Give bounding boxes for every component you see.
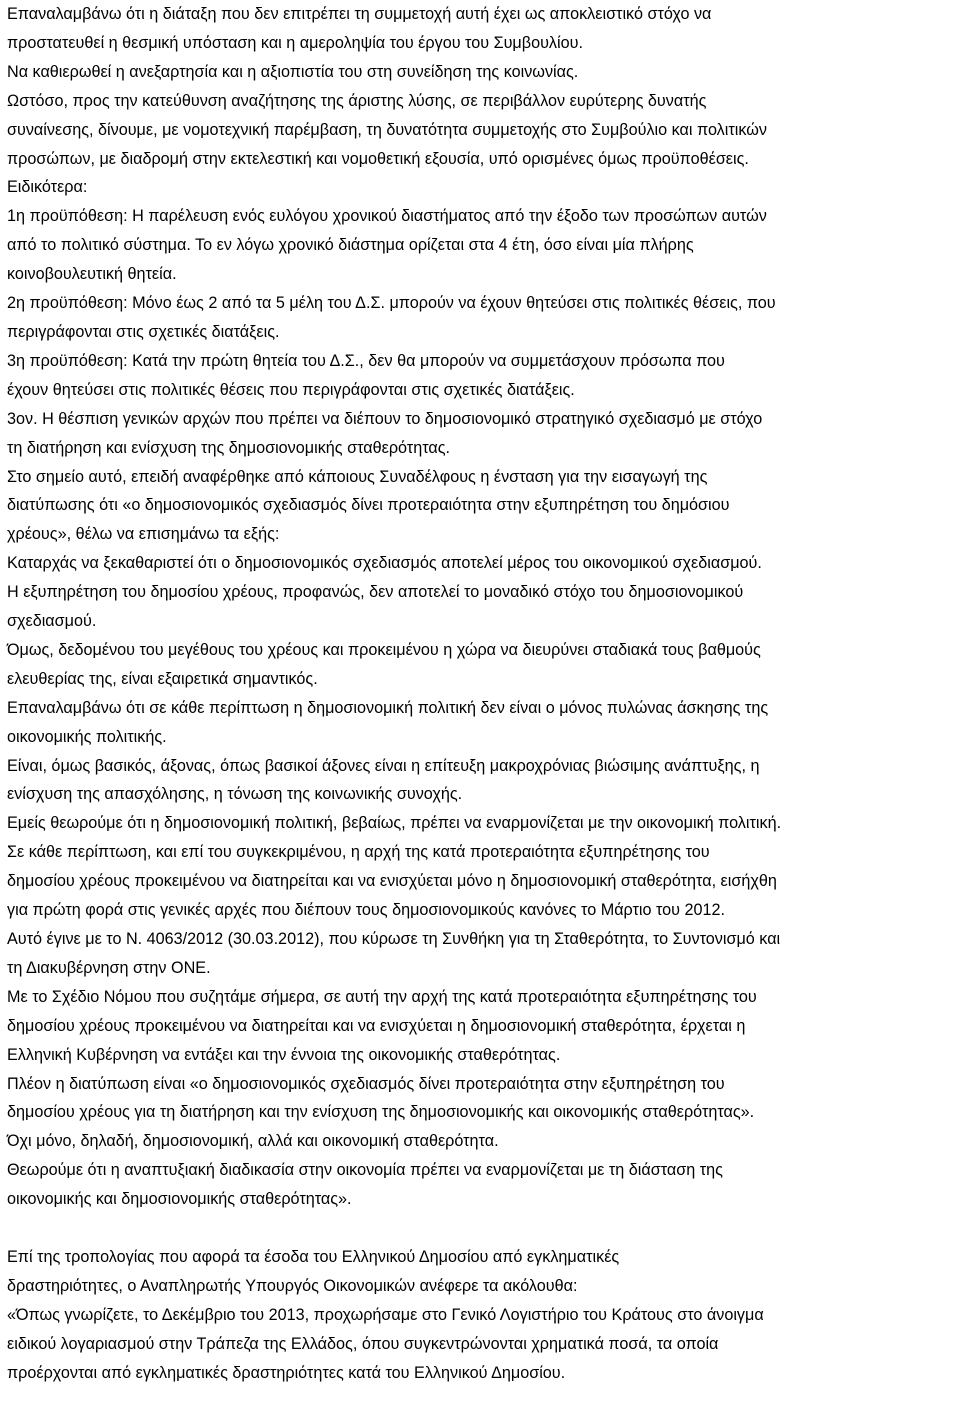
paragraph: Ωστόσο, προς την κατεύθυνση αναζήτησης της άριστης λύσης, σε περιβάλλον ευρύτερης δυνατής συναίνεσης, δίνουμε, με νομοτεχνική παρέμβαση, τη δυνατότητα συμμετοχής στο Συμβούλιο και πολιτικών προσώπων, με διαδρομή στην εκτελεστική και νομοθετική εξουσία, υπό ορισμένες όμως προϋποθέσεις. [7, 91, 767, 168]
document-body [7, 0, 957, 1387]
paragraph: Όχι μόνο, δηλαδή, δημοσιονομική, αλλά και οικονομική σταθερότητα. [7, 1132, 499, 1151]
paragraph: Εμείς θεωρούμε ότι η δημοσιονομική πολιτική, βεβαίως, πρέπει να εναρμονίζεται με την οικονομική πολιτική. [7, 814, 782, 833]
paragraph: 3ον. Η θέσπιση γενικών αρχών που πρέπει να διέπουν το δημοσιονομικό στρατηγικό σχεδιασμό με στόχο τη διατήρηση και ενίσχυση της δημοσιονομικής σταθερότητας. [7, 409, 763, 457]
paragraph: Σε κάθε περίπτωση, και επί του συγκεκριμένου, η αρχή της κατά προτεραιότητα εξυπηρέτησης του δημοσίου χρέους προκειμένου να διατηρείται και να ενισχύεται μόνο η δημοσιονομική σταθερότητα, εισήχθη για πρώτη φορά στις γενικές αρχές που διέπουν τους δημοσιονομικούς κανόνες το Μάρτιο του 2012. [7, 843, 777, 920]
paragraph: Στο σημείο αυτό, επειδή αναφέρθηκε από κάποιους Συναδέλφους η ένσταση για την εισαγωγή της διατύπωσης ότι «ο δημοσιονομικός σχεδιασμός δίνει προτεραιότητα στην εξυπηρέτηση του δημόσιου χρέους», θέλω να επισημάνω τα εξής: [7, 467, 730, 544]
paragraph: Είναι, όμως βασικός, άξονας, όπως βασικοί άξονες είναι η επίτευξη μακροχρόνιας βιώσιμης ανάπτυξης, η ενίσχυση της απασχόλησης, η τόνωση της κοινωνικής συνοχής. [7, 756, 760, 804]
paragraph: 1η προϋπόθεση: Η παρέλευση ενός ευλόγου χρονικού διαστήματος από την έξοδο των προσώπων αυτών από το πολιτικό σύστημα. Το εν λόγω χρονικό διάστημα ορίζεται στα 4 έτη, όσο είναι μία πλήρης κοινοβουλευτική θητεία. [7, 207, 767, 284]
paragraph: Όμως, δεδομένου του μεγέθους του χρέους και προκειμένου η χώρα να διευρύνει σταδιακά τους βαθμούς ελευθερίας της, είναι εξαιρετικά σημαντικός. [7, 640, 761, 688]
paragraph: Επαναλαμβάνω ότι η διάταξη που δεν επιτρέπει τη συμμετοχή αυτή έχει ως αποκλειστικό στόχο να προστατευθεί η θεσμική υπόσταση και η αμεροληψία του έργου του Συμβουλίου. [7, 5, 712, 52]
paragraph: Να καθιερωθεί η ανεξαρτησία και η αξιοπιστία του στη συνείδηση της κοινωνίας. [7, 62, 579, 81]
paragraph: «Όπως γνωρίζετε, το Δεκέμβριο του 2013, προχωρήσαμε στο Γενικό Λογιστήριο του Κράτους στο άνοιγμα ειδικού λογαριασμού στην Τράπεζα της Ελλάδος, όπου συγκεντρώνονται χρηματικά ποσά, τα οποία προέρχονται από εγκληματικές δραστηριότητες κατά του Ελληνικού Δημοσίου. [7, 1305, 764, 1382]
paragraph: Ειδικότερα: [7, 178, 88, 197]
paragraph: Η εξυπηρέτηση του δημοσίου χρέους, προφανώς, δεν αποτελεί το μοναδικό στόχο του δημοσιονομικού σχεδιασμού. [7, 583, 744, 631]
paragraph: Επί της τροπολογίας που αφορά τα έσοδα του Ελληνικού Δημοσίου από εγκληματικές δραστηριότητες, ο Αναπληρωτής Υπουργός Οικονομικών ανέφερε τα ακόλουθα: [7, 1247, 620, 1295]
paragraph: Αυτό έγινε με το Ν. 4063/2012 (30.03.2012), που κύρωσε τη Συνθήκη για τη Σταθερότητα, το Συντονισμό και τη Διακυβέρνηση στην ΟΝΕ. [7, 930, 781, 977]
paragraph: Πλέον η διατύπωση είναι «ο δημοσιονομικός σχεδιασμός δίνει προτεραιότητα στην εξυπηρέτηση του δημοσίου χρέους για τη διατήρηση και την ενίσχυση της δημοσιονομικής και οικονομικής σταθερότητας». [7, 1074, 755, 1122]
paragraph-spacer [7, 1214, 957, 1243]
paragraph: Καταρχάς να ξεκαθαριστεί ότι ο δημοσιονομικός σχεδιασμός αποτελεί μέρος του οικονομικού σχεδιασμού. [7, 554, 762, 573]
paragraph: Με το Σχέδιο Νόμου που συζητάμε σήμερα, σε αυτή την αρχή της κατά προτεραιότητα εξυπηρέτησης του δημοσίου χρέους προκειμένου να διατηρείται και να ενισχύεται η δημοσιονομική σταθερότητα, έρχεται η Ελληνική Κυβέρνηση να εντάξει και την έννοια της οικονομικής σταθερότητας. [7, 987, 757, 1064]
paragraph: Θεωρούμε ότι η αναπτυξιακή διαδικασία στην οικονομία πρέπει να εναρμονίζεται με τη διάσταση της οικονομικής και δημοσιονομικής σταθερότητας». [7, 1161, 723, 1209]
paragraph: Επαναλαμβάνω ότι σε κάθε περίπτωση η δημοσιονομική πολιτική δεν είναι ο μόνος πυλώνας άσκησης της οικονομικής πολιτικής. [7, 698, 769, 746]
paragraph: 3η προϋπόθεση: Κατά την πρώτη θητεία του Δ.Σ., δεν θα μπορούν να συμμετάσχουν πρόσωπα που έχουν θητεύσει στις πολιτικές θέσεις που περιγράφονται στις σχετικές διατάξεις. [7, 351, 725, 399]
paragraph: 2η προϋπόθεση: Μόνο έως 2 από τα 5 μέλη του Δ.Σ. μπορούν να έχουν θητεύσει στις πολιτικές θέσεις, που περιγράφονται στις σχετικές διατάξεις. [7, 294, 776, 341]
